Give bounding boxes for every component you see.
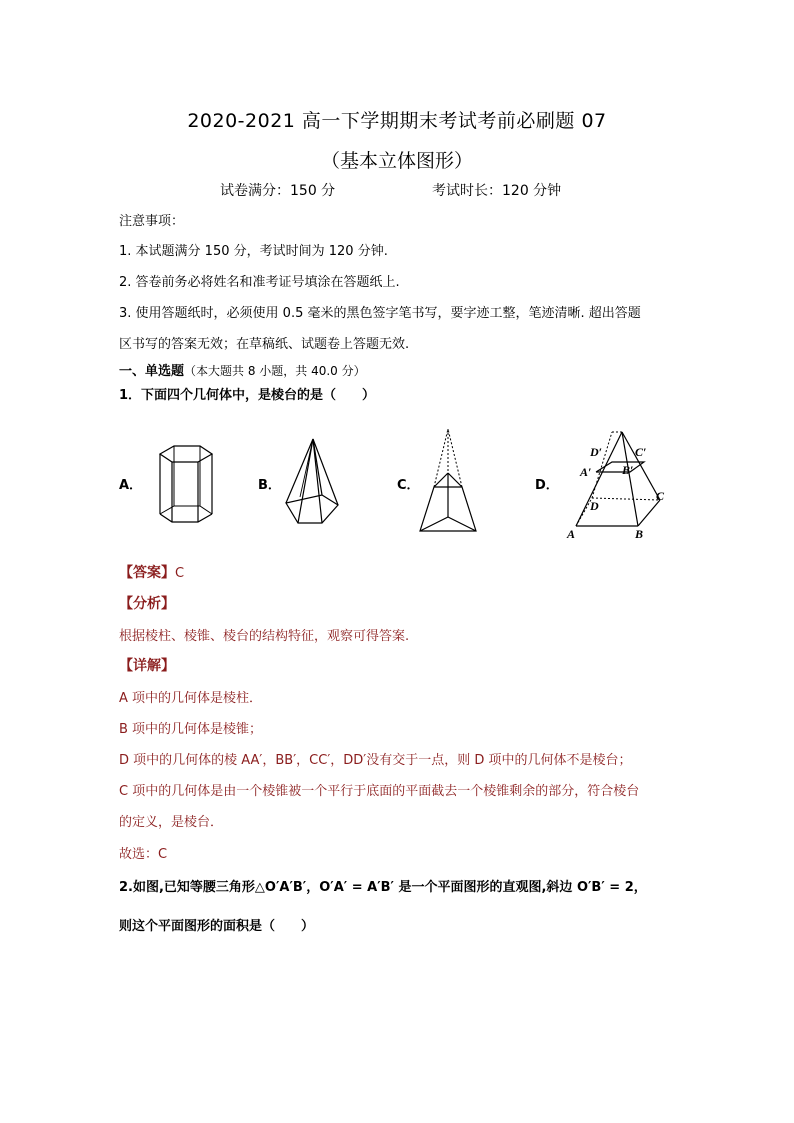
q1-stem: 1．下面四个几何体中，是棱台的是（ ） — [119, 388, 376, 403]
figure-d-label-b-prime: B′ — [622, 463, 634, 477]
detail-line-4a: C 项中的几何体是由一个棱锥被一个平行于底面的平面截去一个棱锥剩余的部分，符合棱台 — [119, 784, 640, 799]
q2-line-2: 则这个平面图形的面积是（ ） — [119, 919, 315, 934]
detail-tag: 【详解】 — [119, 658, 175, 674]
analysis-tag: 【分析】 — [119, 596, 175, 612]
section-heading — [119, 360, 366, 379]
option-d-label: D． — [535, 478, 559, 493]
figure-c-frustum — [418, 425, 480, 537]
detail-line-3: D 项中的几何体的棱 AA′，BB′，CC′，DD′没有交于一点，则 D 项中的几何体不是棱台； — [119, 753, 632, 768]
duration: 考试时长：120 分钟 — [432, 183, 562, 199]
page-subtitle: （基本立体图形） — [320, 150, 473, 172]
option-b-label: B． — [258, 478, 281, 493]
notice-item-1: 1. 本试题满分 150 分，考试时间为 120 分钟. — [119, 244, 388, 259]
figure-d-solid — [560, 428, 672, 542]
notice-heading: 注意事项： — [119, 214, 185, 229]
figure-b-pyramid — [278, 435, 348, 530]
figure-a-hexagonal-prism — [150, 440, 220, 530]
section-label: 一、单选题 — [119, 364, 185, 379]
page-title: 2020-2021 高一下学期期末考试考前必刷题 07 — [187, 110, 607, 132]
figure-d-label-a: A — [567, 527, 576, 541]
figure-d-label-d-prime: D′ — [590, 445, 603, 459]
figure-d-label-c: C — [656, 489, 665, 503]
option-c-label: C． — [397, 478, 420, 493]
analysis-text: 根据棱柱、棱锥、棱台的结构特征，观察可得答案. — [119, 629, 410, 644]
answer-line — [119, 562, 184, 582]
figure-d-label-d: D — [590, 499, 599, 513]
answer-tag: 【答案】 — [119, 565, 175, 581]
q2-line-1: 2.如图,已知等腰三角形△O′A′B′，O′A′ = A′B′ 是一个平面图形的直观图,斜边 O′B′ = 2， — [119, 880, 647, 895]
conclusion: 故选：C — [119, 847, 168, 862]
notice-item-3b: 区书写的答案无效；在草稿纸、试题卷上答题无效. — [119, 337, 410, 352]
figure-d-label-b: B — [635, 527, 644, 541]
option-a-label: A． — [119, 478, 143, 493]
figure-d-label-a-prime: A′ — [580, 465, 592, 479]
section-detail: （本大题共 8 小题，共 40.0 分） — [184, 364, 366, 378]
figure-d-label-c-prime: C′ — [635, 445, 647, 459]
detail-line-4b: 的定义，是棱台． — [119, 815, 224, 830]
notice-item-2: 2. 答卷前务必将姓名和准考证号填涂在答题纸上. — [119, 275, 400, 290]
detail-line-1: A 项中的几何体是棱柱． — [119, 691, 263, 706]
detail-line-2: B 项中的几何体是棱锥； — [119, 722, 263, 737]
notice-item-3a: 3. 使用答题纸时，必须使用 0.5 毫米的黑色签字笔书写，要字迹工整，笔迹清晰. 超出答题 — [119, 306, 641, 321]
full-score: 试卷满分：150 分 — [220, 183, 336, 199]
answer-value: C — [175, 566, 185, 581]
